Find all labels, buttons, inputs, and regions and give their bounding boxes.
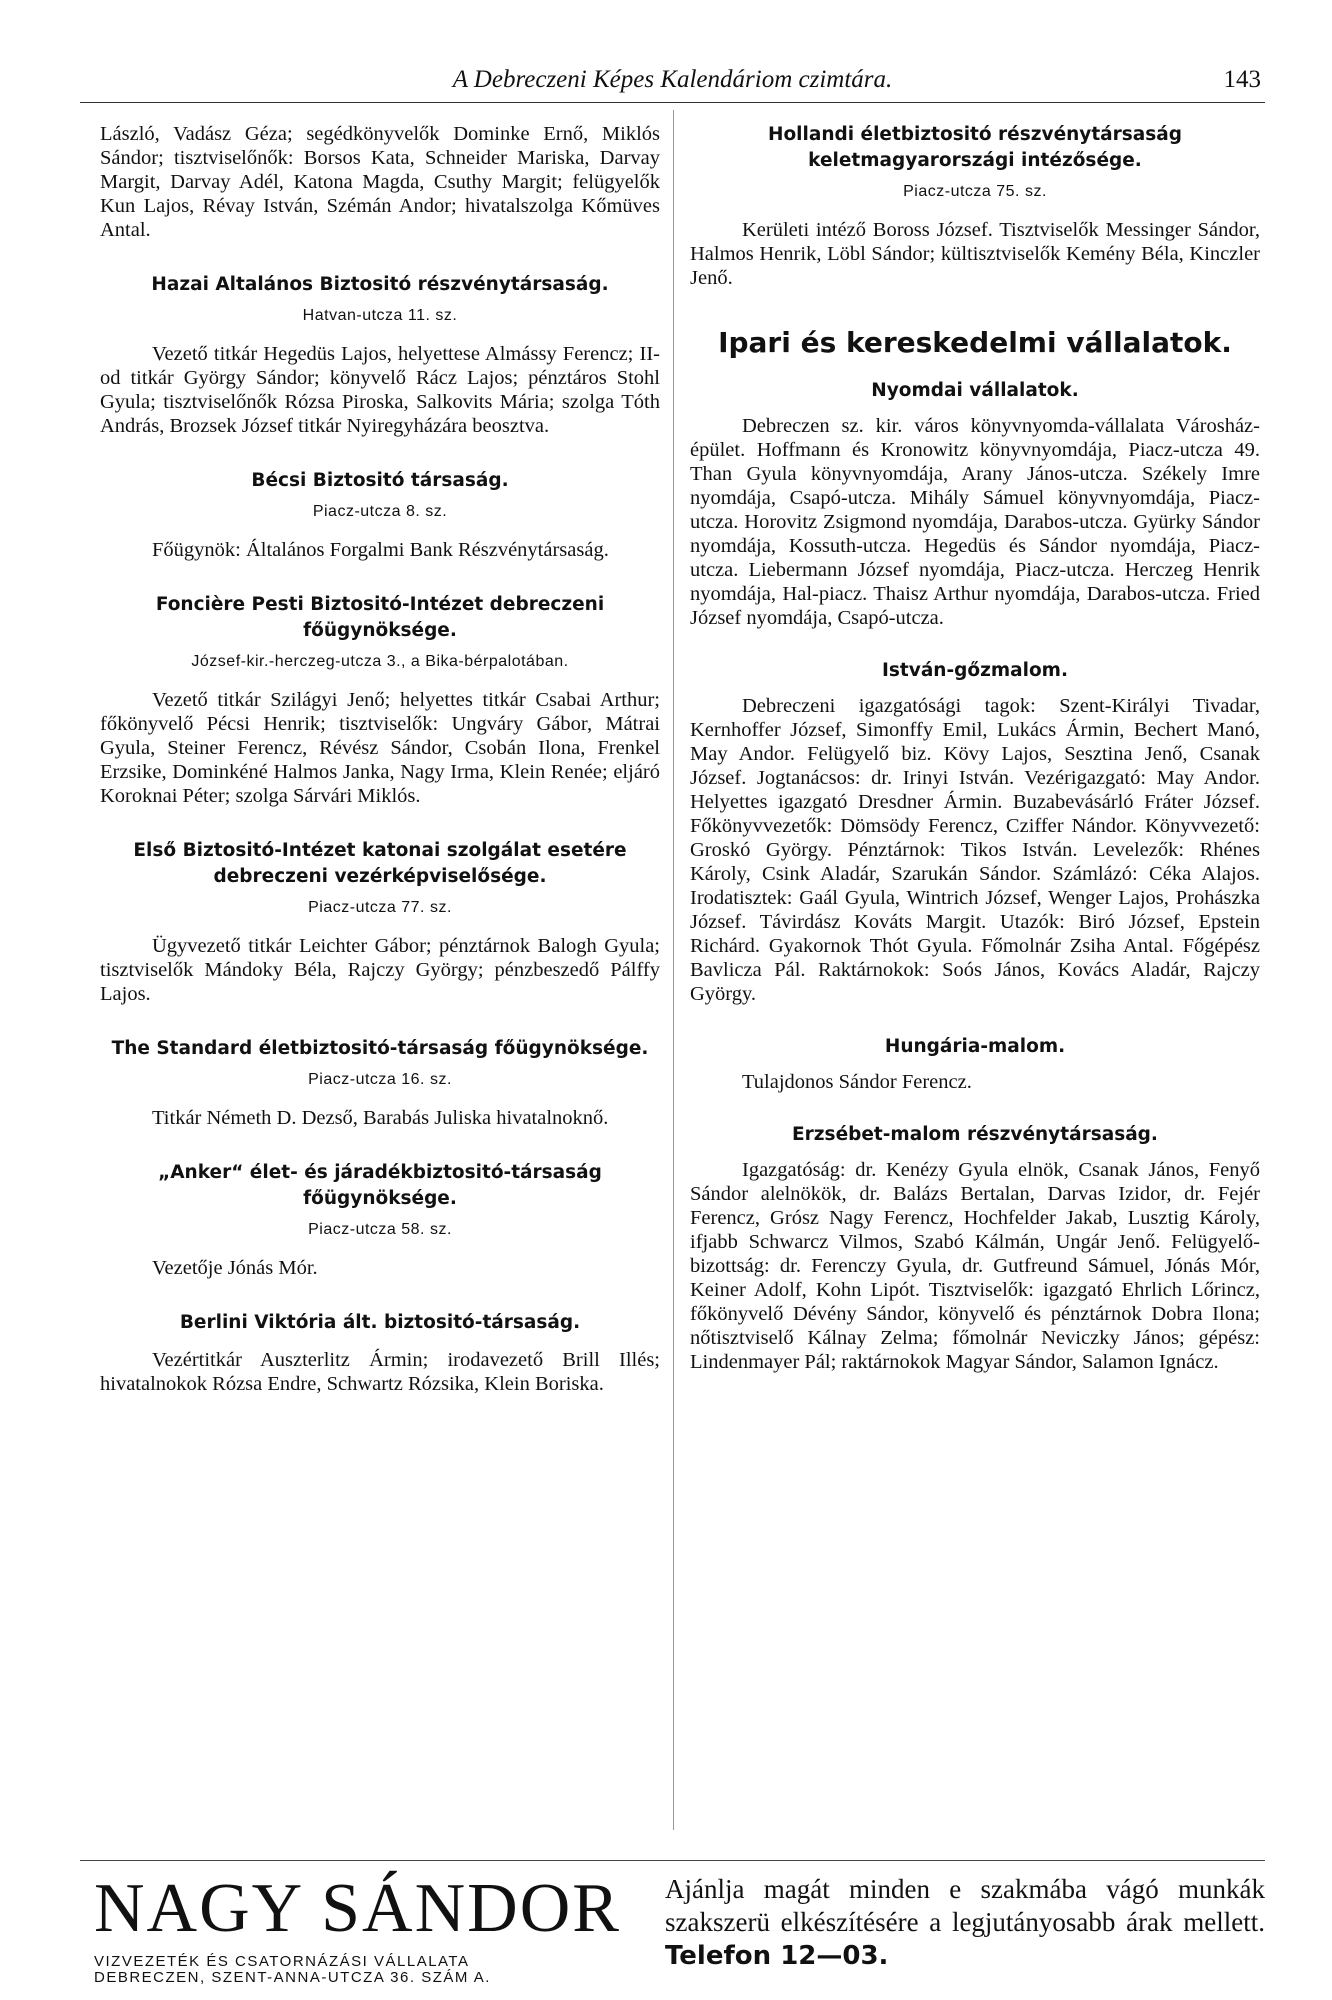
entry-address-standard: Piacz-utcza 16. sz. bbox=[308, 1071, 452, 1088]
entry-address-hazai: Hatvan-utcza 11. sz. bbox=[302, 307, 458, 324]
ad-slogan bbox=[665, 1873, 1265, 1973]
page-number: 143 bbox=[1223, 66, 1261, 93]
entry-text-standard: Titkár Németh D. Dezső, Barabás Juliska hivatalnoknő. bbox=[152, 1107, 609, 1129]
entry-address-becsi: Piacz-utcza 8. sz. bbox=[312, 503, 448, 520]
entry-title-standard: The Standard életbiztositó-társaság főügynöksége. bbox=[111, 1038, 649, 1059]
advertisement bbox=[80, 1860, 1265, 1986]
entry-title-hazai: Hazai Altalános Biztositó részvénytársaság. bbox=[151, 274, 609, 295]
entry-text-berlini: Vezértitkár Auszterlitz Ármin; irodavezető Brill Illés; hivatalnokok Rózsa Endre, Schwartz Rózsika, Klein Boriska. bbox=[100, 1349, 660, 1395]
right-column bbox=[690, 122, 1260, 1374]
ad-company-name: NAGY SÁNDOR bbox=[94, 1870, 621, 1947]
entry-text-nyomdai: Debreczen sz. kir. város könyvnyomda-vállalata Városház-épület. Hoffmann és Kronowitz könyvnyomdája, Piacz-utcza 49. Than Gyula könyvnyomdája, Arany János-utcza. Székely Imre nyomdája, Csapó-utcza. Mihály Sámuel könyvnyomdája, Piacz-utcza. Horovitz Zsigmond nyomdája, Darabos-utcza. Gyürky Sándor nyomdája, Kossuth-utcza. Hegedüs és Sándor nyomdája, Piacz-utcza. Liebermann József nyomdája, Piacz-utcza. Herczeg Henrik nyomdája, Hal-piacz. Thaisz Arthur nyomdája, Darabos-utcza. Fried József nyomdája, Csapó-utcza. bbox=[690, 415, 1260, 629]
entry-title-hungaria: Hungária-malom. bbox=[884, 1036, 1066, 1057]
intro-paragraph: László, Vadász Géza; segédkönyvelők Dominke Ernő, Miklós Sándor; tisztviselőnők: Borsos Kata, Schneider Mariska, Darvay Margit, Darvay Adél, Katona Magda, Csuthy Margit; felügyelők Kun Lajos, Révay István, Szémán Andor; hivatalszolga Kőmüves Antal. bbox=[100, 123, 660, 241]
entry-title-anker: „Anker“ élet- és járadékbiztositó-társaság főügynöksége. bbox=[158, 1162, 602, 1209]
entry-title-elso: Első Biztositó-Intézet katonai szolgálat esetére debreczeni vezérképviselősége. bbox=[133, 840, 627, 887]
entry-address-onciere: József-kir.-herczeg-utcza 3., a Bika-bérpalotában. bbox=[191, 653, 569, 670]
entry-text-onciere: Vezető titkár Szilágyi Jenő; helyettes titkár Csabai Arthur; főkönyvelő Pécsi Henrik; tisztviselők: Ungváry Gábor, Mátrai Gyula, Steiner Ferencz, Révész Sándor, Csobán Ilona, Frenkel Erzsike, Dominkéné Halmos Janka, Nagy Irma, Klein Renée; eljáró Koroknai Péter; szolga Sárvári Miklós. bbox=[100, 689, 660, 807]
entry-address-hollandi: Piacz-utcza 75. sz. bbox=[903, 183, 1047, 200]
entry-text-hungaria: Tulajdonos Sándor Ferencz. bbox=[742, 1071, 972, 1093]
running-title: A Debreczeni Képes Kalendáriom czimtára. bbox=[452, 66, 893, 93]
entry-text-istvan: Debreczeni igazgatósági tagok: Szent-Királyi Tivadar, Kernhoffer József, Simonffy Emil, Lukács Ármin, Bechert Manó, May Andor. Felügyelő biz. Kövy Lajos, Sesztina Jenő, Csanak József. Jogtanácsos: dr. Irinyi István. Vezérigazgató: May Andor. Helyettes igazgató Dresdner Ármin. Buzabevásárló Fráter József. Főkönyvvezetők: Dömsödy Ferencz, Cziffer Nándor. Könyvvezető: Groskó György. Pénztárnok: Tikos István. Levelezők: Rhénes Károly, Csink Aladár, Szarukán Sándor. Számlázó: Céka Alajos. Irodatisztek: Gaál Gyula, Wintrich József, Wenger Lajos, Prohászka József. Távirdász Kováts Margit. Utazók: Biró József, Epstein Richárd. Gyakornok Thót Gyula. Főmolnár Zsiha Antal. Főgépész Bavlicza Pál. Raktárnokok: Soós János, Kovács Aladár, Rajczy György. bbox=[690, 695, 1260, 1005]
entry-text-hollandi: Kerületi intéző Boross József. Tisztviselők Messinger Sándor, Halmos Henrik, Löbl Sándor; kültisztviselők Kemény Béla, Kinczler Jenő. bbox=[690, 219, 1260, 289]
section-title-ipari: Ipari és kereskedelmi vállalatok. bbox=[718, 326, 1232, 359]
entry-text-anker: Vezetője Jónás Mór. bbox=[152, 1257, 318, 1279]
entry-text-elso: Ügyvezető titkár Leichter Gábor; pénztárnok Balogh Gyula; tisztviselők Mándoky Béla, Rajczy György; pénzbeszedő Pálffy Lajos. bbox=[100, 935, 660, 1005]
entry-address-elso: Piacz-utcza 77. sz. bbox=[308, 899, 452, 916]
entry-text-erzsebet: Igazgatóság: dr. Kenézy Gyula elnök, Csanak János, Fenyő Sándor alelnökök, dr. Balázs Bertalan, Darvas Izidor, dr. Fejér Ferencz, Grósz Nagy Ferencz, Hochfelder Jakab, Lusztig Károly, ifjabb Schwarcz Vilmos, Szabó Kálmán, Ungár Jenő. Felügyelő-bizottság: dr. Ferenczy Gyula, dr. Gutfreund Sámuel, Jónás Mór, Keiner Adolf, Kohn Lipót. Tisztviselők: igazgató Ehrlich Lőrincz, főkönyvelő Dévény Sándor, könyvelő és pénztárnok Dobra Ilona; nőtisztviselő Kálnay Zelma; főmolnár Neviczky János; gépész: Lindenmayer Pál; raktárnokok Magyar Sándor, Salamon Ignácz. bbox=[690, 1159, 1260, 1373]
entry-title-onciere: Foncière Pesti Biztositó-Intézet debreczeni főügynöksége. bbox=[155, 594, 605, 641]
ad-company-line: VIZVEZETÉK ÉS CSATORNÁZÁSI VÁLLALATA bbox=[94, 1953, 470, 1970]
ad-slogan-text: Ajánlja magát minden e szakmába vágó munkák szakszerü elkészítésére a legjutányosabb árak mellett. bbox=[665, 1874, 1265, 1937]
ad-address-line: DEBRECZEN, SZENT-ANNA-UTCZA 36. SZÁM A. bbox=[94, 1969, 491, 1986]
column-divider bbox=[673, 110, 674, 1830]
ad-phone: Telefon 12—03. bbox=[665, 1941, 889, 1971]
entry-title-erzsebet: Erzsébet-malom részvénytársaság. bbox=[792, 1124, 1158, 1145]
entry-title-istvan: István-gőzmalom. bbox=[882, 660, 1068, 681]
entry-text-becsi: Főügynök: Általános Forgalmi Bank Részvénytársaság. bbox=[152, 539, 609, 561]
entry-title-berlini: Berlini Viktória ált. biztositó-társaság. bbox=[179, 1312, 581, 1333]
entry-title-becsi: Bécsi Biztositó társaság. bbox=[251, 470, 509, 491]
entry-title-nyomdai: Nyomdai vállalatok. bbox=[871, 380, 1079, 401]
entry-title-hollandi: Hollandi életbiztositó részvénytársaság keletmagyarországi intézősége. bbox=[767, 124, 1183, 171]
left-column bbox=[100, 122, 660, 1396]
entry-address-anker: Piacz-utcza 58. sz. bbox=[308, 1221, 452, 1238]
entry-text-hazai: Vezető titkár Hegedüs Lajos, helyettese Almássy Ferencz; II-od titkár György Sándor; könyvelő Rácz Lajos; pénztáros Stohl Gyula; tisztviselőnők Rózsa Piroska, Salkovits Mária; szolga Tóth András, Brozsek József titkár Nyiregyházára beosztva. bbox=[100, 343, 660, 437]
running-header bbox=[80, 62, 1265, 103]
